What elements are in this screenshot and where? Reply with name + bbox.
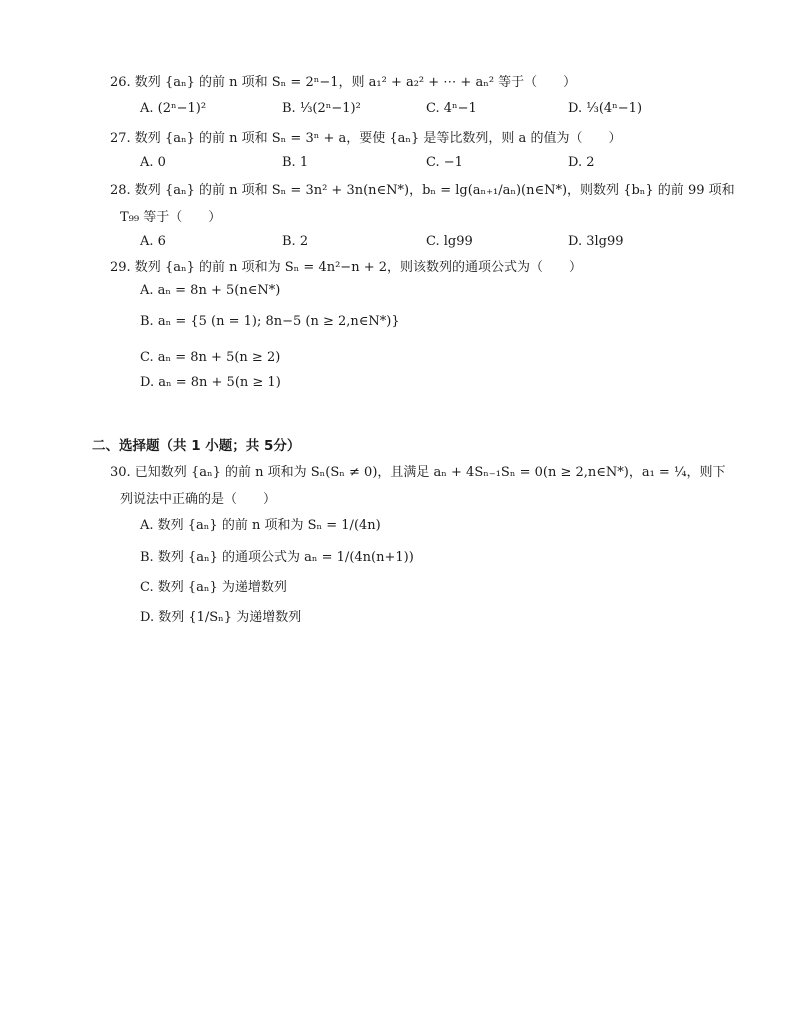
q27-option-b: B. 1: [282, 155, 309, 170]
q29-option-b: B. aₙ = {5 (n = 1); 8n−5 (n ≥ 2,n∈N*)}: [140, 314, 400, 329]
q28-option-c: C. lg99: [426, 234, 473, 249]
question-26-options: [140, 99, 740, 119]
section-2-title: 二、选择题（共 1 小题；共 5分）: [92, 438, 301, 454]
q28-option-d: D. 3lg99: [568, 234, 624, 249]
q29-option-a: A. aₙ = 8n + 5(n∈N*): [140, 283, 281, 298]
question-28-stem: 28. 数列 {aₙ} 的前 n 项和 Sₙ = 3n² + 3n(n∈N*)，bₙ = lg(aₙ₊₁/aₙ)(n∈N*)，则数列 {bₙ} 的前 99 项和: [110, 183, 735, 198]
q27-option-a: A. 0: [140, 155, 166, 170]
question-26-stem: 26. 数列 {aₙ} 的前 n 项和 Sₙ = 2ⁿ−1，则 a₁² + a₂² + ⋯ + aₙ² 等于（ ）: [110, 75, 577, 90]
question-27-stem: 27. 数列 {aₙ} 的前 n 项和 Sₙ = 3ⁿ + a，要使 {aₙ} 是等比数列，则 a 的值为（ ）: [110, 131, 622, 146]
question-27-options: [140, 153, 740, 173]
q30-option-c: C. 数列 {aₙ} 为递增数列: [140, 580, 287, 595]
q27-option-d: D. 2: [568, 155, 595, 170]
q30-option-d: D. 数列 {1/Sₙ} 为递增数列: [140, 610, 302, 625]
q26-option-a: A. (2ⁿ−1)²: [140, 101, 207, 116]
question-28-options: [140, 232, 740, 252]
q30-option-b: B. 数列 {aₙ} 的通项公式为 aₙ = 1/(4n(n+1)): [140, 550, 414, 565]
q28-option-b: B. 2: [282, 234, 309, 249]
question-30-stem: 30. 已知数列 {aₙ} 的前 n 项和为 Sₙ(Sₙ ≠ 0)，且满足 aₙ + 4Sₙ₋₁Sₙ = 0(n ≥ 2,n∈N*)，a₁ = ¼，则下: [110, 465, 726, 480]
q26-option-c: C. 4ⁿ−1: [426, 101, 477, 116]
q26-option-d: D. ⅓(4ⁿ−1): [568, 101, 643, 116]
question-29-stem: 29. 数列 {aₙ} 的前 n 项和为 Sₙ = 4n²−n + 2，则该数列的通项公式为（ ）: [110, 260, 582, 275]
question-30-stem-cont: 列说法中正确的是（ ）: [120, 492, 277, 507]
q30-option-a: A. 数列 {aₙ} 的前 n 项和为 Sₙ = 1/(4n): [140, 518, 381, 533]
q29-option-d: D. aₙ = 8n + 5(n ≥ 1): [140, 375, 281, 390]
q28-option-a: A. 6: [140, 234, 166, 249]
question-28-stem-cont: T₉₉ 等于（ ）: [120, 210, 222, 225]
q27-option-c: C. −1: [426, 155, 463, 170]
q26-option-b: B. ⅓(2ⁿ−1)²: [282, 101, 361, 116]
q29-option-c: C. aₙ = 8n + 5(n ≥ 2): [140, 350, 281, 365]
